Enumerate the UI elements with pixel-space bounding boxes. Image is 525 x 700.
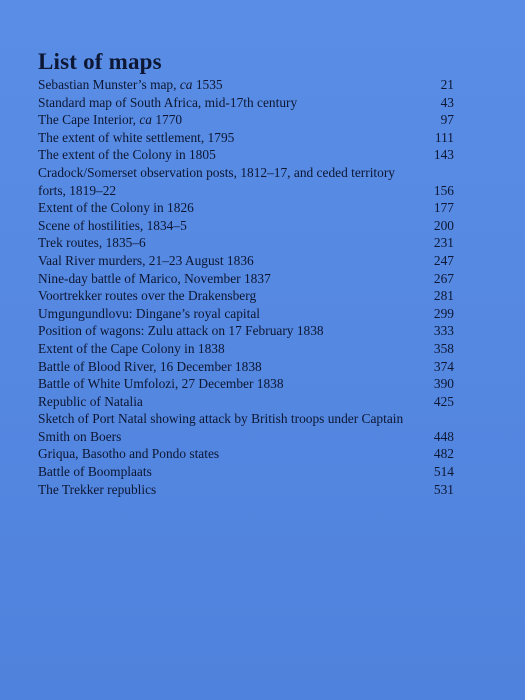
map-entry-page-number: 281 xyxy=(433,288,454,304)
map-entry-page-number: 482 xyxy=(433,446,454,462)
map-entry-page-number: 390 xyxy=(433,376,454,392)
map-entry-page-number: 156 xyxy=(433,182,454,198)
map-entry xyxy=(38,340,458,358)
map-entry-title xyxy=(38,322,406,340)
map-entry xyxy=(38,164,458,199)
map-entry-title xyxy=(38,481,406,499)
map-entry-title xyxy=(38,270,406,288)
map-entry-page-number: 299 xyxy=(433,305,454,321)
map-entry-title-text: Battle of Boomplaats xyxy=(38,464,152,480)
map-entry-title-line2: Smith on Boers xyxy=(38,428,122,444)
map-entry-title-text: The Cape Interior, xyxy=(38,112,140,128)
map-entry xyxy=(38,199,458,217)
map-entry-page-number: 374 xyxy=(433,358,454,374)
map-entry-page-number: 111 xyxy=(434,129,454,145)
map-entry-title-text: Umgungundlovu: Dingane’s royal capital xyxy=(38,305,261,321)
map-entry-title-text: Trek routes, 1835–6 xyxy=(38,235,146,251)
map-entry-title-text: The extent of white settlement, 1795 xyxy=(38,129,235,145)
map-entry-title-text: Griqua, Basotho and Pondo states xyxy=(38,446,220,462)
map-entry-page-number: 247 xyxy=(433,252,454,268)
map-entry-title-line2: forts, 1819–22 xyxy=(38,182,117,198)
map-entry-title-text: Republic of Natalia xyxy=(38,393,143,409)
map-entry-page-number: 531 xyxy=(433,481,454,497)
map-entry xyxy=(38,94,458,112)
map-entry-title xyxy=(38,94,406,112)
map-entry-title xyxy=(38,445,406,463)
map-entry-title xyxy=(38,217,406,235)
map-entry-title xyxy=(38,340,406,358)
maps-list xyxy=(38,76,458,498)
map-entry-title-italic: ca xyxy=(139,112,152,128)
map-entry xyxy=(38,76,458,94)
map-entry xyxy=(38,270,458,288)
map-entry-title xyxy=(38,463,406,481)
map-entry-page-number: 200 xyxy=(433,217,454,233)
map-entry-title xyxy=(38,393,406,411)
map-entry-page-number: 97 xyxy=(440,112,454,128)
map-entry-title-text: Position of wagons: Zulu attack on 17 February 1838 xyxy=(38,323,324,339)
map-entry-title xyxy=(38,252,406,270)
map-entry xyxy=(38,358,458,376)
map-entry-page-number: 425 xyxy=(433,393,454,409)
map-entry-page-number: 231 xyxy=(433,235,454,251)
map-entry xyxy=(38,322,458,340)
map-entry-title-text: Battle of White Umfolozi, 27 December 1838 xyxy=(38,376,284,392)
map-entry-title-line1: Cradock/Somerset observation posts, 1812–17, and ceded territory xyxy=(38,164,396,180)
map-entry-title-line1: Sketch of Port Natal showing attack by British troops under Captain xyxy=(38,411,404,427)
map-entry-title xyxy=(38,234,406,252)
map-entry xyxy=(38,445,458,463)
map-entry-title xyxy=(38,76,406,94)
map-entry xyxy=(38,234,458,252)
map-entry-page-number: 333 xyxy=(433,323,454,339)
map-entry-page-number: 358 xyxy=(433,340,454,356)
map-entry-title-italic: ca xyxy=(179,77,193,92)
map-entry-title xyxy=(38,305,406,323)
map-entry-title xyxy=(38,146,406,164)
map-entry xyxy=(38,375,458,393)
map-entry-title-text: Sebastian Munster’s map, xyxy=(38,77,180,92)
map-entry-page-number: 448 xyxy=(433,428,454,444)
map-entry xyxy=(38,305,458,323)
map-entry-title-text: The extent of the Colony in 1805 xyxy=(38,147,216,163)
map-entry xyxy=(38,111,458,129)
map-entry xyxy=(38,393,458,411)
map-entry-title-text: Scene of hostilities, 1834–5 xyxy=(38,217,187,233)
map-entry-page-number: 177 xyxy=(433,200,454,216)
map-entry xyxy=(38,410,458,445)
map-entry-title-text: Voortrekker routes over the Drakensberg xyxy=(38,288,257,304)
map-entry-title-text: The Trekker republics xyxy=(38,481,157,497)
map-entry-page-number: 43 xyxy=(440,94,454,110)
map-entry-title xyxy=(38,358,406,376)
map-entry-page-number: 267 xyxy=(433,270,454,286)
map-entry-title xyxy=(38,375,406,393)
map-entry xyxy=(38,463,458,481)
map-entry xyxy=(38,287,458,305)
map-entry xyxy=(38,481,458,499)
map-entry-title-suffix: 1535 xyxy=(192,77,223,92)
map-entry-title-text: Battle of Blood River, 16 December 1838 xyxy=(38,358,262,374)
map-entry-title xyxy=(38,164,406,199)
map-entry-title xyxy=(38,111,406,129)
map-entry-title-text: Extent of the Colony in 1826 xyxy=(38,200,194,216)
map-entry-title-text: Vaal River murders, 21–23 August 1836 xyxy=(38,252,254,268)
map-entry-page-number: 143 xyxy=(433,147,454,163)
map-entry-title-text: Standard map of South Africa, mid-17th century xyxy=(38,94,298,110)
map-entry xyxy=(38,129,458,147)
map-entry-page-number: 21 xyxy=(440,77,454,92)
page-title: List of maps xyxy=(38,49,162,75)
map-entry-title xyxy=(38,129,406,147)
map-entry-title-text: Nine-day battle of Marico, November 1837 xyxy=(38,270,271,286)
map-entry xyxy=(38,217,458,235)
map-entry-title-text: Extent of the Cape Colony in 1838 xyxy=(38,340,225,356)
map-entry-title xyxy=(38,199,406,217)
map-entry xyxy=(38,146,458,164)
map-entry xyxy=(38,252,458,270)
map-entry-page-number: 514 xyxy=(433,464,454,480)
map-entry-title-suffix: 1770 xyxy=(151,112,183,128)
map-entry-title xyxy=(38,287,406,305)
map-entry-title xyxy=(38,410,406,445)
